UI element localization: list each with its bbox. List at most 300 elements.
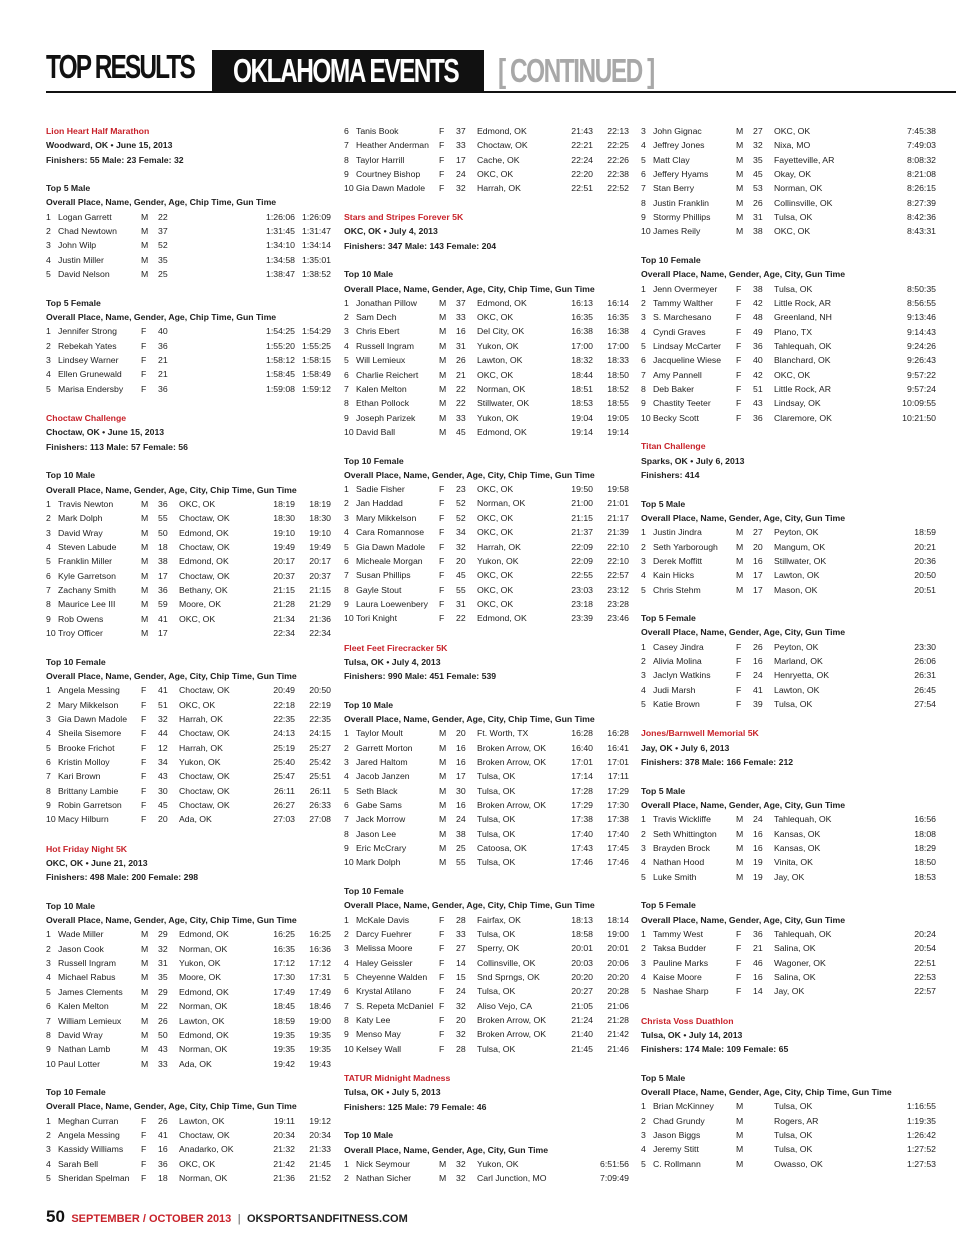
result-gun-time: 18:30: [309, 513, 331, 524]
result-row: [46, 942, 331, 956]
result-city: Tulsa, OK: [477, 857, 516, 868]
event-title: Fleet Feet Firecracker 5K: [344, 642, 448, 653]
result-name: Nathan Sicher: [356, 1173, 412, 1184]
result-gun-time: 18:50: [914, 857, 936, 868]
result-age: 17: [456, 771, 466, 782]
result-name: Mary Mikkelson: [356, 512, 417, 523]
result-place: 2: [641, 1115, 646, 1126]
result-chip-time: 16:13: [571, 297, 593, 308]
result-name: Jason Lee: [356, 828, 397, 839]
result-gender: M: [736, 169, 744, 180]
column-header: Overall Place, Name, Gender, Age, City, Gun Time: [344, 1144, 549, 1155]
result-gender: F: [439, 1015, 445, 1026]
result-name: Cheyenne Walden: [356, 972, 428, 983]
result-name: Chad Grundy: [653, 1115, 705, 1126]
result-city: Tulsa, OK: [477, 929, 516, 940]
result-gender: M: [736, 555, 744, 566]
event-finishers: Finishers: 414: [641, 469, 700, 480]
result-age: 55: [158, 513, 168, 524]
result-gender: F: [439, 972, 445, 983]
result-row: [344, 396, 629, 410]
result-gun-time: 1:58:15: [302, 355, 331, 366]
result-chip-time: 22:21: [571, 140, 593, 151]
event-title: Stars and Stripes Forever 5K: [344, 212, 464, 223]
result-gender: F: [439, 584, 445, 595]
result-gender: M: [141, 627, 149, 638]
result-place: 2: [344, 742, 349, 753]
result-gun-time: 1:26:09: [302, 211, 331, 222]
result-name: Steven Labude: [58, 541, 117, 552]
result-place: 10: [46, 627, 56, 638]
result-age: 25: [456, 843, 466, 854]
section-title: Top 10 Male: [46, 900, 96, 911]
result-city: Vinita, OK: [774, 857, 813, 868]
result-row: [344, 984, 629, 998]
result-row: [46, 497, 331, 511]
result-gun-time: 16:28: [607, 728, 629, 739]
result-place: 1: [641, 641, 646, 652]
result-city: Broken Arrow, OK: [477, 757, 547, 768]
result-age: 52: [158, 240, 168, 251]
result-gun-time: 21:01: [607, 498, 629, 509]
result-gender: F: [141, 369, 147, 380]
result-city: Tulsa, OK: [774, 283, 813, 294]
result-place: 8: [344, 154, 349, 165]
result-place: 8: [344, 1015, 349, 1026]
result-place: 2: [344, 1173, 349, 1184]
result-age: 38: [753, 226, 763, 237]
result-gun-time: 21:45: [309, 1158, 331, 1169]
result-row: [46, 339, 331, 353]
result-gender: M: [736, 226, 744, 237]
result-age: 20: [456, 728, 466, 739]
result-city: Edmond, OK: [179, 556, 229, 567]
result-place: 1: [46, 211, 51, 222]
result-gun-time: 20:50: [309, 685, 331, 696]
result-age: 32: [456, 1000, 466, 1011]
result-row: [46, 1028, 331, 1042]
result-row: [641, 583, 936, 597]
result-chip-time: 20:27: [571, 986, 593, 997]
result-chip-time: 17:00: [571, 340, 593, 351]
result-age: 17: [456, 154, 466, 165]
result-chip-time: 17:49: [273, 986, 295, 997]
result-gender: M: [736, 828, 744, 839]
result-city: Tahlequah, OK: [774, 814, 832, 825]
result-city: Yukon, OK: [477, 340, 519, 351]
result-gun-time: 18:14: [607, 914, 629, 925]
header-title-mid: OKLAHOMA EVENTS: [233, 52, 459, 89]
result-row: [46, 583, 331, 597]
event-finishers: Finishers: 378 Male: 166 Female: 212: [641, 757, 794, 768]
result-row: [344, 353, 629, 367]
result-gender: F: [439, 914, 445, 925]
column-header: Overall Place, Name, Gender, Age, City, Chip Time, Gun Time: [344, 900, 595, 911]
result-city: Anadarko, OK: [179, 1144, 234, 1155]
result-chip-time: 21:45: [571, 1043, 593, 1054]
result-age: 52: [456, 498, 466, 509]
result-gun-time: 20:36: [914, 555, 936, 566]
result-chip-time: 22:35: [273, 713, 295, 724]
result-age: 30: [456, 785, 466, 796]
result-place: 1: [46, 326, 51, 337]
result-row: [344, 913, 629, 927]
column-header: Overall Place, Name, Gender, Age, City, Gun Time: [641, 512, 846, 523]
result-gun-time: 22:52: [607, 183, 629, 194]
result-gun-time: 19:49: [309, 541, 331, 552]
result-chip-time: 21:42: [273, 1158, 295, 1169]
result-row: [641, 941, 936, 955]
result-name: Kalen Melton: [58, 1001, 109, 1012]
result-gender: M: [439, 814, 447, 825]
result-city: OKC, OK: [477, 369, 514, 380]
result-name: Maurice Lee III: [58, 599, 116, 610]
result-city: Edmond, OK: [179, 986, 229, 997]
result-gun-time: 1:27:53: [907, 1158, 936, 1169]
result-gender: F: [141, 814, 147, 825]
result-place: 4: [641, 857, 646, 868]
result-row: [641, 382, 936, 396]
result-city: Sperry, OK: [477, 943, 520, 954]
result-gun-time: 22:53: [914, 971, 936, 982]
result-place: 2: [46, 1130, 51, 1141]
result-chip-time: 18:30: [273, 513, 295, 524]
result-row: [344, 827, 629, 841]
result-name: Mark Dolph: [356, 857, 401, 868]
result-place: 5: [641, 584, 646, 595]
result-gun-time: 7:45:38: [907, 126, 936, 136]
result-name: Wade Miller: [58, 929, 104, 940]
result-age: 40: [753, 355, 763, 366]
result-name: Kyle Garretson: [58, 570, 116, 581]
result-name: Jan Haddad: [356, 498, 403, 509]
result-gender: F: [439, 570, 445, 581]
event-finishers: Finishers: 990 Male: 451 Female: 539: [344, 671, 497, 682]
result-chip-time: 1:34:10: [266, 240, 295, 251]
result-name: Pauline Marks: [653, 957, 709, 968]
result-place: 4: [641, 684, 646, 695]
result-row: [344, 411, 629, 425]
result-gender: F: [141, 383, 147, 394]
result-name: Stan Berry: [653, 183, 695, 194]
result-gun-time: 20:50: [914, 570, 936, 581]
result-name: Kassidy Williams: [58, 1144, 124, 1155]
result-row: [46, 755, 331, 769]
result-age: 45: [456, 570, 466, 581]
result-name: Seth Whittington: [653, 828, 717, 839]
result-name: Rob Owens: [58, 613, 104, 624]
result-chip-time: 21:34: [273, 613, 295, 624]
result-name: Menso May: [356, 1029, 401, 1040]
result-gun-time: 10:09:55: [902, 398, 936, 409]
result-gun-time: 18:50: [607, 369, 629, 380]
result-gun-time: 27:08: [309, 814, 331, 825]
result-place: 1: [344, 297, 349, 308]
result-row: [344, 324, 629, 338]
result-gender: M: [141, 1001, 149, 1012]
section-title: Top 5 Male: [641, 1072, 686, 1083]
result-name: Jaclyn Watkins: [653, 670, 711, 681]
result-place: 10: [46, 814, 56, 825]
result-age: 27: [753, 527, 763, 538]
result-chip-time: 21:32: [273, 1144, 295, 1155]
result-age: 14: [456, 957, 466, 968]
result-row: [641, 310, 936, 324]
result-name: Amy Pannell: [653, 369, 702, 380]
result-chip-time: 20:37: [273, 570, 295, 581]
result-place: 7: [46, 1015, 51, 1026]
result-chip-time: 17:43: [571, 843, 593, 854]
result-gender: M: [736, 183, 744, 194]
result-gender: M: [141, 527, 149, 538]
result-name: Kristin Molloy: [58, 756, 110, 767]
result-place: 3: [46, 527, 51, 538]
result-gender: F: [736, 641, 742, 652]
results-section: [641, 253, 936, 425]
result-place: 10: [344, 613, 354, 624]
result-city: Edmond, OK: [179, 929, 229, 940]
result-gender: F: [736, 684, 742, 695]
result-city: Harrah, OK: [179, 742, 223, 753]
result-age: 46: [753, 957, 763, 968]
result-age: 22: [456, 383, 466, 394]
result-gender: M: [141, 986, 149, 997]
result-name: Sheila Sisemore: [58, 728, 122, 739]
result-city: Edmond, OK: [477, 426, 527, 437]
result-name: Travis Newton: [58, 498, 114, 509]
result-row: [46, 267, 331, 281]
result-age: 43: [158, 1044, 168, 1055]
result-age: 14: [753, 986, 763, 997]
result-gender: M: [736, 842, 744, 853]
result-row: [344, 496, 629, 510]
result-row: [641, 984, 936, 998]
result-gender: F: [736, 971, 742, 982]
result-chip-time: 1:31:45: [266, 226, 295, 237]
result-place: 5: [344, 541, 349, 552]
result-chip-time: 17:12: [273, 958, 295, 969]
result-row: [344, 956, 629, 970]
result-place: 5: [641, 154, 646, 165]
result-age: 36: [158, 383, 168, 394]
result-gun-time: 19:35: [309, 1044, 331, 1055]
result-gender: F: [736, 326, 742, 337]
result-gender: F: [736, 341, 742, 352]
result-gun-time: 6:51:56: [600, 1158, 629, 1169]
event-finishers: Finishers: 498 Male: 200 Female: 298: [46, 872, 199, 883]
result-chip-time: 17:01: [571, 757, 593, 768]
result-name: Matt Clay: [653, 154, 690, 165]
result-chip-time: 18:13: [571, 914, 593, 925]
result-row: [46, 612, 331, 626]
result-gender: M: [141, 613, 149, 624]
result-row: [344, 181, 629, 195]
result-city: Moore, OK: [179, 972, 222, 983]
result-place: 7: [641, 369, 646, 380]
result-chip-time: 23:18: [571, 598, 593, 609]
result-age: 16: [456, 326, 466, 337]
column-header: Overall Place, Name, Gender, Age, Chip Time, Gun Time: [46, 312, 277, 323]
result-place: 3: [344, 326, 349, 337]
result-city: Little Rock, AR: [774, 384, 831, 395]
result-city: OKC, OK: [477, 169, 514, 180]
result-age: 51: [158, 699, 168, 710]
result-place: 7: [641, 183, 646, 194]
result-row: [641, 970, 936, 984]
result-age: 53: [753, 183, 763, 194]
result-age: 32: [158, 713, 168, 724]
result-age: 31: [456, 340, 466, 351]
result-chip-time: 21:36: [273, 1173, 295, 1184]
results-column-2: [344, 124, 629, 1201]
result-city: Ft. Worth, TX: [477, 728, 529, 739]
result-gender: M: [141, 254, 149, 265]
result-age: 33: [456, 140, 466, 151]
result-gender: M: [439, 757, 447, 768]
result-gender: M: [141, 1015, 149, 1026]
result-place: 1: [46, 929, 51, 940]
result-place: 4: [641, 971, 646, 982]
result-row: [344, 784, 629, 798]
result-name: Cyndi Graves: [653, 326, 706, 337]
result-gun-time: 16:36: [309, 943, 331, 954]
result-gun-time: 17:01: [607, 757, 629, 768]
result-age: 16: [753, 656, 763, 667]
result-age: 36: [753, 341, 763, 352]
result-gender: M: [736, 857, 744, 868]
result-chip-time: 24:13: [273, 728, 295, 739]
result-chip-time: 22:34: [273, 627, 295, 638]
result-city: Fairfax, OK: [477, 914, 521, 925]
result-gun-time: 21:28: [607, 1015, 629, 1026]
result-gun-time: 8:43:31: [907, 226, 936, 237]
result-row: [344, 167, 629, 181]
result-gender: M: [141, 240, 149, 251]
result-gun-time: 21:15: [309, 584, 331, 595]
result-city: Bethany, OK: [179, 584, 228, 595]
result-age: 55: [456, 857, 466, 868]
results-section: [641, 898, 936, 998]
event-block: [344, 641, 629, 1057]
result-name: Chastity Teeter: [653, 398, 711, 409]
result-age: 21: [158, 355, 168, 366]
result-name: Tori Knight: [356, 613, 398, 624]
result-name: Russell Ingram: [58, 958, 116, 969]
result-chip-time: 19:42: [273, 1058, 295, 1069]
result-chip-time: 21:24: [571, 1015, 593, 1026]
result-age: 26: [158, 1015, 168, 1026]
result-place: 4: [344, 957, 349, 968]
result-row: [344, 138, 629, 152]
result-age: 20: [456, 555, 466, 566]
result-row: [344, 812, 629, 826]
result-place: 1: [641, 928, 646, 939]
result-gender: M: [736, 1158, 744, 1169]
result-city: Tulsa, OK: [774, 212, 813, 223]
result-gun-time: 1:35:01: [302, 254, 331, 265]
result-chip-time: 16:35: [273, 943, 295, 954]
result-gun-time: 1:55:25: [302, 340, 331, 351]
result-gun-time: 22:19: [309, 699, 331, 710]
results-section: [344, 267, 629, 439]
result-age: 38: [158, 556, 168, 567]
result-gun-time: 19:58: [607, 484, 629, 495]
result-row: [46, 353, 331, 367]
result-gun-time: 9:13:46: [907, 312, 936, 323]
result-name: John Wilp: [58, 240, 97, 251]
result-place: 5: [641, 871, 646, 882]
result-gun-time: 23:30: [914, 641, 936, 652]
result-age: 21: [753, 943, 763, 954]
result-gun-time: 22:10: [607, 555, 629, 566]
result-age: 43: [753, 398, 763, 409]
result-gender: F: [141, 742, 147, 753]
result-gun-time: 22:34: [309, 627, 331, 638]
result-row: [46, 1171, 331, 1185]
result-gun-time: 17:46: [607, 857, 629, 868]
result-city: Rogers, AR: [774, 1115, 819, 1126]
result-gun-time: 22:51: [914, 957, 936, 968]
result-gender: F: [736, 283, 742, 294]
result-gender: M: [141, 958, 149, 969]
result-age: 34: [158, 756, 168, 767]
result-name: Chris Ebert: [356, 326, 400, 337]
result-city: Henryetta, OK: [774, 670, 830, 681]
result-place: 10: [344, 183, 354, 194]
result-row: [46, 812, 331, 826]
result-city: Stillwater, OK: [774, 555, 827, 566]
result-place: 10: [641, 226, 651, 237]
result-gender: M: [439, 742, 447, 753]
result-place: 5: [46, 556, 51, 567]
result-chip-time: 22:20: [571, 169, 593, 180]
event-title: Christa Voss Duathlon: [641, 1015, 734, 1026]
result-gender: F: [141, 1173, 147, 1184]
result-row: [344, 1013, 629, 1027]
result-gender: F: [439, 527, 445, 538]
event-finishers: Finishers: 125 Male: 79 Female: 46: [344, 1101, 487, 1112]
result-place: 2: [641, 828, 646, 839]
result-row: [46, 798, 331, 812]
result-city: Broken Arrow, OK: [477, 1015, 547, 1026]
result-age: 22: [456, 398, 466, 409]
column-header: Overall Place, Name, Gender, Age, City, Chip Time, Gun Time: [344, 469, 595, 480]
result-age: 37: [158, 226, 168, 237]
result-place: 4: [641, 570, 646, 581]
result-gender: M: [439, 340, 447, 351]
event-location-date: Tulsa, OK • July 4, 2013: [344, 656, 441, 667]
result-place: 2: [46, 943, 51, 954]
result-place: 2: [641, 656, 646, 667]
result-city: Stillwater, OK: [477, 398, 530, 409]
result-row: [641, 153, 936, 167]
result-name: Ellen Grunewald: [58, 369, 122, 380]
results-section: [46, 181, 331, 281]
section-title: Top 5 Female: [46, 297, 101, 308]
result-gender: M: [439, 728, 447, 739]
result-gender: M: [736, 197, 744, 208]
result-gender: F: [736, 412, 742, 423]
result-row: [641, 224, 936, 238]
result-chip-time: 21:00: [571, 498, 593, 509]
result-name: Tammy West: [653, 928, 704, 939]
result-gender: F: [141, 326, 147, 337]
result-row: [46, 540, 331, 554]
result-chip-time: 22:09: [571, 555, 593, 566]
result-gender: F: [439, 541, 445, 552]
result-row: [344, 755, 629, 769]
result-city: Tulsa, OK: [477, 828, 516, 839]
